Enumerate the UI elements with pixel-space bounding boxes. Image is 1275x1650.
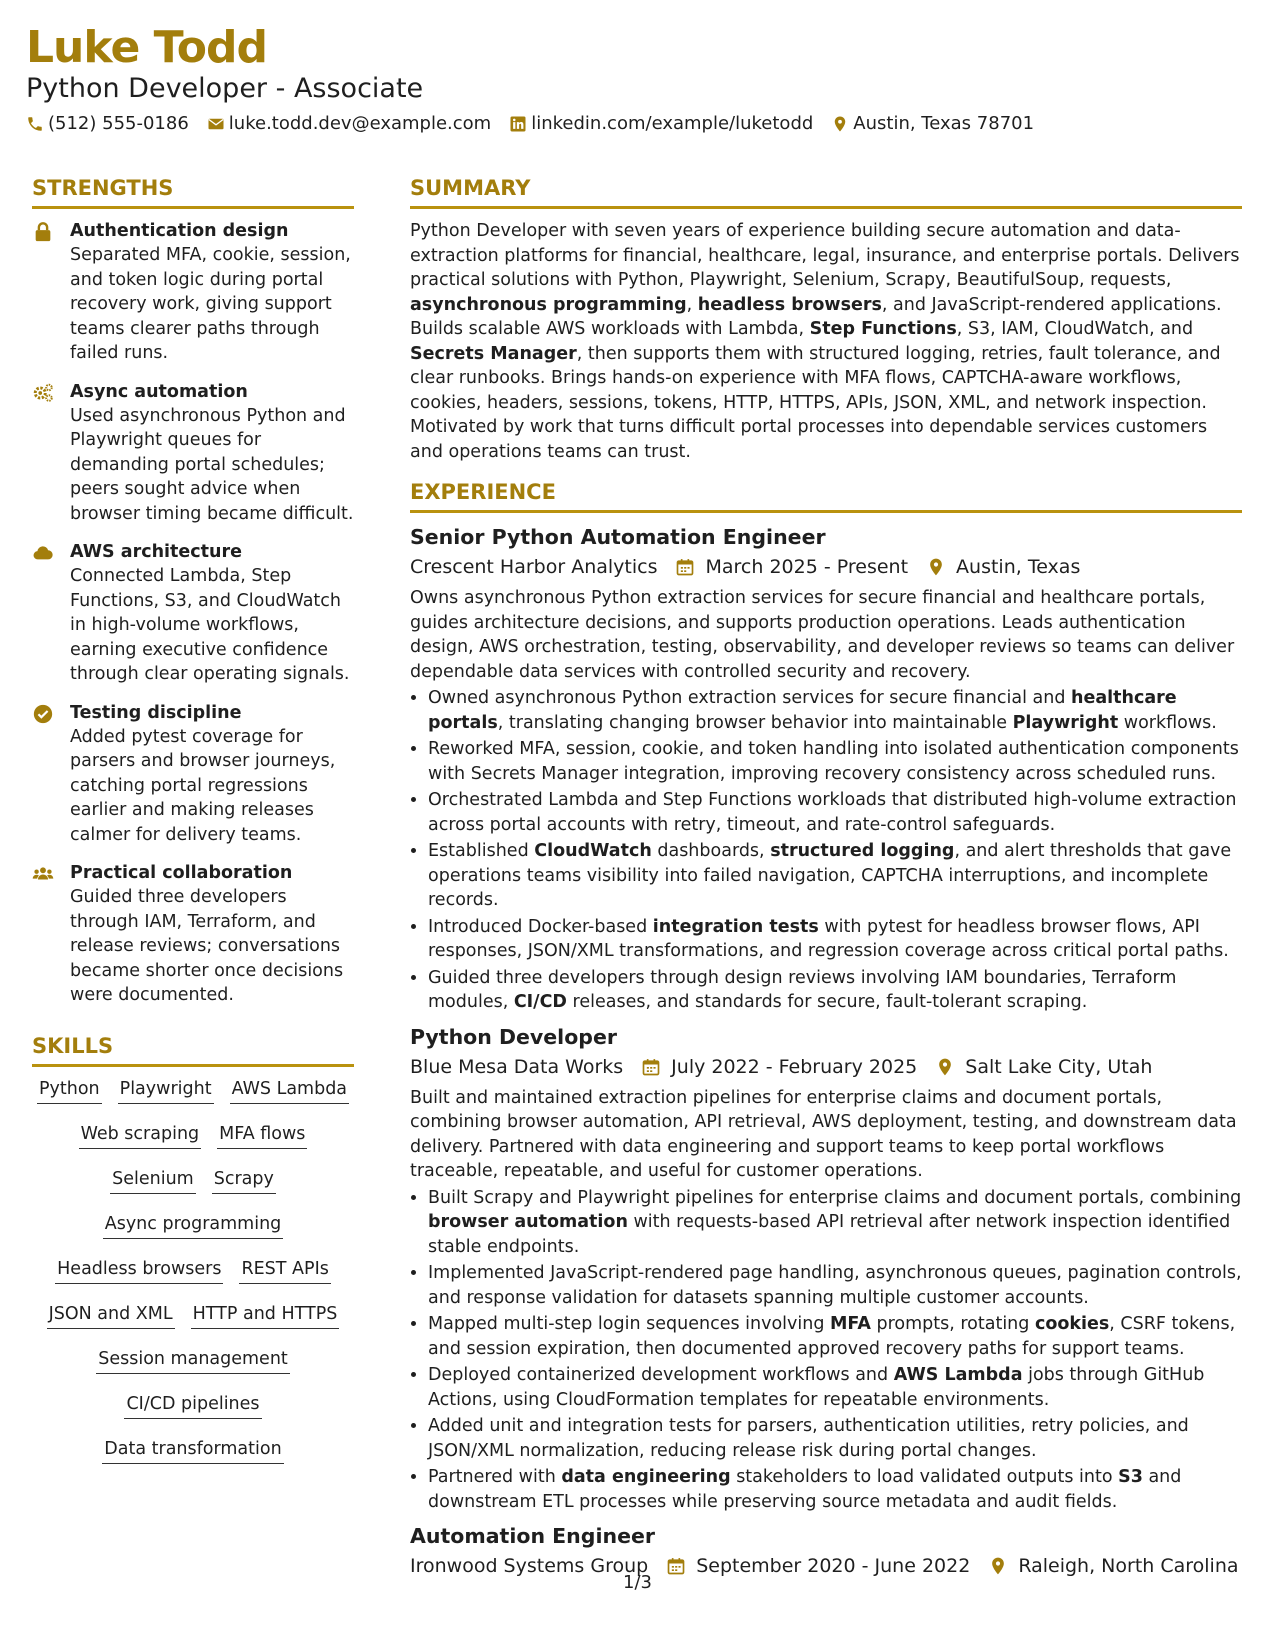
map-pin-icon bbox=[831, 115, 849, 133]
job-location: Austin, Texas bbox=[956, 556, 1081, 578]
text-segment: Reworked MFA, session, cookie, and token handling into isolated authentication components with Secrets Manager integration, improving recovery consistency across scheduled runs. bbox=[428, 739, 1239, 784]
skills-heading: SKILLS bbox=[32, 1034, 354, 1067]
lock-icon bbox=[32, 221, 54, 243]
candidate-name: Luke Todd bbox=[26, 22, 267, 73]
job-company: Ironwood Systems Group bbox=[410, 1555, 649, 1577]
strength-item bbox=[32, 540, 354, 687]
map-pin-icon bbox=[926, 557, 946, 577]
contact-bar bbox=[26, 113, 1034, 134]
bold-text: structured logging bbox=[770, 841, 955, 861]
text-segment: with requests-based API retrieval after network inspection identified stable endpoints. bbox=[428, 1212, 1231, 1257]
text-segment: , and JavaScript-rendered applications. Builds scalable AWS workloads with Lambda, bbox=[410, 294, 1222, 339]
strength-text: Guided three developers through IAM, Terraform, and release reviews; conversations became shorter once decisions were documented. bbox=[70, 887, 344, 1005]
skill-row bbox=[32, 1122, 354, 1167]
strength-title: Testing discipline bbox=[70, 702, 242, 723]
strength-text: Added pytest coverage for parsers and browser journeys, catching portal regressions earlier and making releases calmer for delivery teams. bbox=[70, 726, 336, 845]
job-meta bbox=[410, 1054, 1242, 1080]
job-bullet bbox=[428, 839, 1242, 913]
job-description: Owns asynchronous Python extraction services for secure financial and healthcare portals, guides architecture decisions, and supports production operations. Leads authentication design, AWS orchestration, testing, observability, and developer reviews so teams can deliver dependable data services with controlled security and recovery. bbox=[410, 588, 1235, 682]
skill-tag: Web scraping bbox=[79, 1122, 202, 1149]
envelope-icon bbox=[207, 115, 225, 133]
job-bullet bbox=[428, 966, 1242, 1015]
strength-item bbox=[32, 701, 354, 848]
job-dates: March 2025 - Present bbox=[705, 556, 909, 578]
linkedin-icon bbox=[509, 115, 527, 133]
strength-text: Connected Lambda, Step Functions, S3, and CloudWatch in high-volume workflows, earning executive confidence through clear operating signals. bbox=[70, 566, 350, 684]
users-icon bbox=[32, 863, 54, 885]
skill-row bbox=[32, 1437, 354, 1482]
summary-text bbox=[410, 219, 1242, 464]
text-segment: Established bbox=[428, 841, 535, 861]
map-pin-icon bbox=[935, 1057, 955, 1077]
text-segment: , then supports them with structured logging, retries, fault tolerance, and clear runbooks. Brings hands-on experience with MFA flows, CAPTCHA-aware workflows, cookies, headers, sessions, tokens, HTTP, HTTPS, APIs, JSON, XML, and network inspection. Motivated by work that turns difficult portal processes into dependable services customers and operations teams can trust. bbox=[410, 343, 1221, 462]
skill-row bbox=[32, 1212, 354, 1257]
candidate-headline: Python Developer - Associate bbox=[26, 73, 424, 104]
text-segment: Added unit and integration tests for parsers, authentication utilities, retry policies, and JSON/XML normalization, reducing release risk during portal changes. bbox=[428, 1416, 1189, 1461]
job-location: Salt Lake City, Utah bbox=[965, 1055, 1153, 1078]
job-dates: September 2020 - June 2022 bbox=[696, 1555, 971, 1577]
calendar-icon bbox=[641, 1057, 661, 1077]
strength-item bbox=[32, 861, 354, 1008]
job-entry bbox=[410, 1023, 1242, 1515]
job-title: Python Developer bbox=[410, 1024, 617, 1049]
strength-title: Authentication design bbox=[70, 221, 289, 241]
cloud-icon bbox=[32, 542, 54, 564]
strengths-heading: STRENGTHS bbox=[32, 176, 354, 209]
skill-tag: AWS Lambda bbox=[230, 1077, 349, 1104]
text-segment: with pytest for headless browser flows, API responses, JSON/XML transformations, and regression coverage across critical portal paths. bbox=[428, 916, 1229, 961]
job-bullet bbox=[428, 1261, 1242, 1310]
skill-row bbox=[32, 1347, 354, 1392]
right-column bbox=[410, 176, 1242, 1585]
text-segment: prompts, rotating bbox=[870, 1314, 1035, 1334]
skill-row bbox=[32, 1257, 354, 1302]
bold-text: AWS Lambda bbox=[893, 1365, 1023, 1385]
text-segment: and downstream ETL processes while preserving source metadata and audit fields. bbox=[428, 1467, 1182, 1512]
job-title: Senior Python Automation Engineer bbox=[410, 525, 826, 549]
bold-text: browser automation bbox=[428, 1212, 628, 1232]
bold-text: Secrets Manager bbox=[410, 343, 577, 364]
job-bullet bbox=[428, 1363, 1242, 1412]
job-bullet bbox=[428, 1186, 1242, 1260]
contact-location bbox=[831, 113, 1034, 134]
linkedin-text: linkedin.com/example/luketodd bbox=[531, 113, 814, 134]
job-bullet bbox=[428, 1465, 1242, 1514]
text-segment: releases, and standards for secure, fault-tolerant scraping. bbox=[566, 992, 1088, 1012]
bold-text: Playwright bbox=[1012, 712, 1119, 733]
job-meta bbox=[410, 554, 1242, 580]
text-segment: Built Scrapy and Playwright pipelines for enterprise claims and document portals, combining bbox=[428, 1187, 1242, 1208]
job-bullets bbox=[410, 1186, 1242, 1515]
skill-row bbox=[32, 1302, 354, 1347]
strength-title: AWS architecture bbox=[70, 542, 242, 562]
job-bullet bbox=[428, 686, 1242, 735]
text-segment: Implemented JavaScript-rendered page handling, asynchronous queues, pagination controls, and response validation for datasets spanning multiple customer accounts. bbox=[428, 1263, 1242, 1308]
job-bullets bbox=[410, 686, 1242, 1015]
job-entry bbox=[410, 523, 1242, 1015]
email-text: luke.todd.dev@example.com bbox=[228, 113, 492, 134]
job-company: Crescent Harbor Analytics bbox=[410, 556, 658, 578]
job-location: Raleigh, North Carolina bbox=[1018, 1555, 1239, 1577]
skill-tag: Session management bbox=[96, 1347, 290, 1374]
text-segment: workflows. bbox=[1118, 712, 1217, 733]
strength-title: Async automation bbox=[70, 381, 248, 402]
job-entry bbox=[410, 1522, 1242, 1579]
skill-tag: Selenium bbox=[110, 1167, 196, 1194]
text-segment: , CSRF tokens, and session expiration, then documented approved recovery paths for support teams. bbox=[428, 1314, 1236, 1359]
bold-text: S3 bbox=[1118, 1467, 1143, 1487]
job-bullet bbox=[428, 788, 1242, 837]
strength-item bbox=[32, 380, 354, 527]
skill-tag: Scrapy bbox=[212, 1167, 276, 1194]
bold-text: cookies bbox=[1034, 1314, 1110, 1334]
text-segment: Mapped multi-step login sequences involving bbox=[428, 1314, 830, 1334]
text-segment: Guided three developers through design reviews involving IAM boundaries, Terraform modules, bbox=[428, 967, 1177, 1012]
strength-item bbox=[32, 219, 354, 366]
experience-heading: EXPERIENCE bbox=[410, 480, 1242, 513]
job-bullet bbox=[428, 1414, 1242, 1463]
text-segment: Deployed containerized development workflows and bbox=[428, 1365, 894, 1385]
bold-text: CloudWatch bbox=[534, 841, 652, 861]
text-segment: Partnered with bbox=[428, 1467, 562, 1487]
experience-list bbox=[410, 523, 1242, 1579]
job-dates: July 2022 - February 2025 bbox=[671, 1055, 918, 1078]
bold-text: asynchronous programming bbox=[410, 294, 687, 315]
skill-tag: Data transformation bbox=[102, 1437, 283, 1464]
skill-tag: REST APIs bbox=[239, 1257, 330, 1284]
text-segment: , bbox=[686, 294, 698, 315]
skill-tag: CI/CD pipelines bbox=[124, 1392, 261, 1419]
bold-text: healthcare portals bbox=[428, 688, 1177, 733]
bold-text: MFA bbox=[830, 1314, 871, 1334]
skill-tag: HTTP and HTTPS bbox=[191, 1302, 340, 1329]
page-number: 1/3 bbox=[623, 1572, 652, 1593]
job-description: Built and maintained extraction pipelines for enterprise claims and document portals, combining browser automation, API retrieval, AWS deployment, testing, and downstream data delivery. Partnered with data engineering and support teams to keep portal workflows traceable, repeatable, and useful for customer operations. bbox=[410, 1087, 1237, 1181]
text-segment: stakeholders to load validated outputs into bbox=[730, 1467, 1119, 1487]
gears-icon bbox=[32, 382, 54, 404]
skill-row bbox=[32, 1392, 354, 1437]
skills-list bbox=[32, 1077, 354, 1482]
strength-text: Separated MFA, cookie, session, and token logic during portal recovery work, giving support teams clearer paths through failed runs. bbox=[70, 245, 351, 363]
text-segment: Orchestrated Lambda and Step Functions workloads that distributed high-volume extraction across portal accounts with retry, timeout, and rate-control safeguards. bbox=[428, 790, 1237, 835]
left-column bbox=[32, 176, 354, 1482]
job-title: Automation Engineer bbox=[410, 1524, 655, 1548]
text-segment: , S3, IAM, CloudWatch, and bbox=[956, 319, 1194, 339]
calendar-icon bbox=[675, 557, 695, 577]
phone-icon bbox=[26, 115, 44, 133]
skill-tag: JSON and XML bbox=[47, 1302, 175, 1329]
job-bullet bbox=[428, 1312, 1242, 1361]
text-segment: Introduced Docker-based bbox=[428, 916, 653, 937]
text-segment: dashboards, bbox=[651, 841, 771, 861]
bold-text: integration tests bbox=[652, 916, 819, 937]
bold-text: headless browsers bbox=[697, 294, 882, 315]
text-segment: jobs through GitHub Actions, using CloudFormation templates for repeatable environments. bbox=[428, 1365, 1205, 1410]
contact-linkedin[interactable] bbox=[509, 113, 813, 134]
skill-row bbox=[32, 1167, 354, 1212]
bold-text: data engineering bbox=[561, 1467, 731, 1487]
text-segment: Python Developer with seven years of experience building secure automation and data-extraction platforms for financial, healthcare, legal, insurance, and enterprise portals. Delivers practical solutions with Python, Playwright, Selenium, Scrapy, BeautifulSoup, requests, bbox=[410, 221, 1240, 290]
skill-tag: Async programming bbox=[103, 1212, 284, 1239]
job-company: Blue Mesa Data Works bbox=[410, 1055, 624, 1078]
text-segment: , and alert thresholds that gave operations teams visibility into failed navigation, CAPTCHA interruptions, and incomplete records. bbox=[428, 841, 1232, 910]
bold-text: Step Functions bbox=[809, 319, 957, 339]
text-segment: , translating changing browser behavior into maintainable bbox=[497, 712, 1013, 733]
bold-text: CI/CD bbox=[513, 992, 567, 1012]
text-segment: Owned asynchronous Python extraction services for secure financial and bbox=[428, 688, 1072, 708]
job-bullet bbox=[428, 737, 1242, 786]
skill-tag: Playwright bbox=[118, 1077, 214, 1104]
skill-row bbox=[32, 1077, 354, 1122]
skill-tag: Python bbox=[37, 1077, 102, 1104]
strength-title: Practical collaboration bbox=[70, 863, 293, 883]
job-bullet bbox=[428, 915, 1242, 964]
contact-phone[interactable] bbox=[26, 113, 189, 134]
phone-text: (512) 555-0186 bbox=[48, 113, 189, 134]
summary-heading: SUMMARY bbox=[410, 176, 1242, 209]
contact-email[interactable] bbox=[207, 113, 491, 134]
skill-tag: MFA flows bbox=[217, 1122, 307, 1149]
check-circle-icon bbox=[32, 703, 54, 725]
strength-text: Used asynchronous Python and Playwright queues for demanding portal schedules; peers sought advice when browser timing became difficult. bbox=[70, 405, 354, 524]
skill-tag: Headless browsers bbox=[55, 1257, 223, 1284]
location-text: Austin, Texas 78701 bbox=[853, 113, 1035, 134]
